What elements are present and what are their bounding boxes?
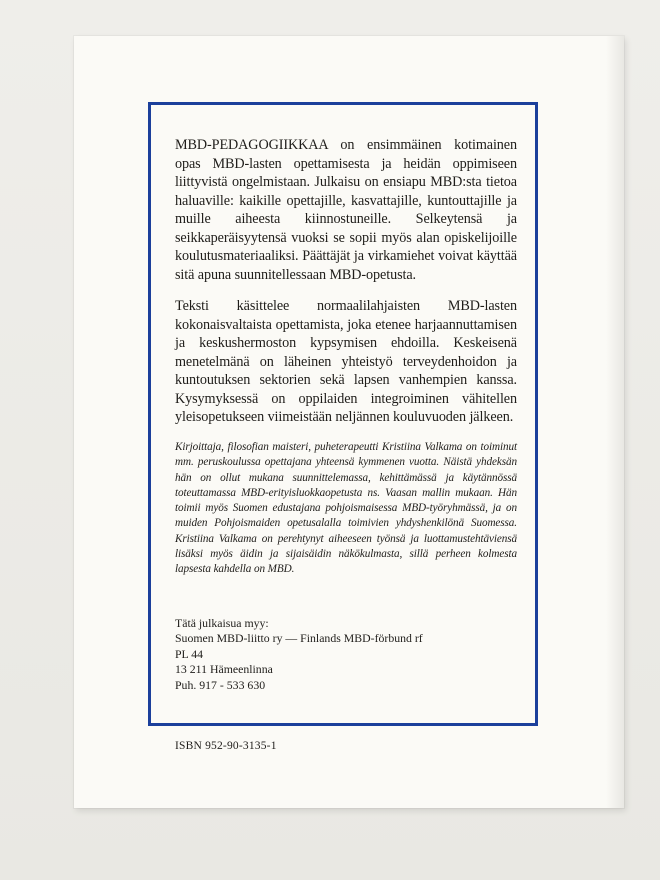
seller-organization: Suomen MBD-liitto ry — Finlands MBD-förbund rf bbox=[175, 631, 423, 646]
seller-phone: Puh. 917 - 533 630 bbox=[175, 677, 266, 692]
seller-info bbox=[175, 616, 517, 693]
seller-intro: Tätä julkaisua myy: bbox=[175, 616, 269, 630]
description-paragraph-1: MBD-PEDAGOGIIKKAA on ensimmäinen kotimainen opas MBD-lasten opettamisesta ja heidän oppimiseen liittyvistä ongelmistaan. Julkaisu on ensiapu MBD:sta tietoa haluaville: kaikille opettajille, kasvattajille, kuntouttajille ja muille aiheesta kiinnostuneille. Selkeytensä ja seikkaperäisyytensä vuoksi se sopii myös alan opiskelijoille koulutusmateriaaliksi. Päättäjät ja virkamiehet voivat käyttää sitä apuna suunnitellessaan MBD-opetusta. bbox=[175, 137, 517, 283]
book-edge bbox=[606, 36, 624, 808]
description-paragraph-2: Teksti käsittelee normaalilahjaisten MBD-lasten kokonaisvaltaista opettamista, joka etenee harjaannuttamisen ja keskushermoston kypsymisen ehdoilla. Keskeisenä menetelmänä on läheinen yhteistyö terveydenhoidon ja kuntoutuksen sektorien sekä lapsen vanhempien kanssa. Kysymyksessä on oppilaiden integroiminen vähitellen yleisopetukseen viimeistään neljännen kouluvuoden jälkeen. bbox=[175, 298, 517, 425]
author-bio: Kirjoittaja, filosofian maisteri, puheterapeutti Kristiina Valkama on toiminut mm. peruskoulussa opettajana yhteensä kymmenen vuotta. Näistä yhdeksän hän on ollut mukana suunnittelemassa, kehittämässä ja käytännössä toteuttamassa MBD-erityisluokkaopetusta ns. Vaasan mallin mukaan. Hän toimii myös Suomen edustajana pohjoismaisessa MBD-työryhmässä, ja on muiden Pohjoismaiden opetusalalla toimivien yhdyshenkilönä Suomessa. Kristiina Valkama on perehtynyt aiheeseen työnsä ja luottamustehtäviensä lisäksi myös äidin ja sijaisäidin näkökulmasta, sillä perheen kolmesta lapsesta kahdella on MBD. bbox=[175, 441, 517, 576]
isbn: ISBN 952-90-3135-1 bbox=[175, 740, 277, 752]
seller-po-box: PL 44 bbox=[175, 646, 204, 661]
seller-city: 13 211 Hämeenlinna bbox=[175, 662, 273, 677]
